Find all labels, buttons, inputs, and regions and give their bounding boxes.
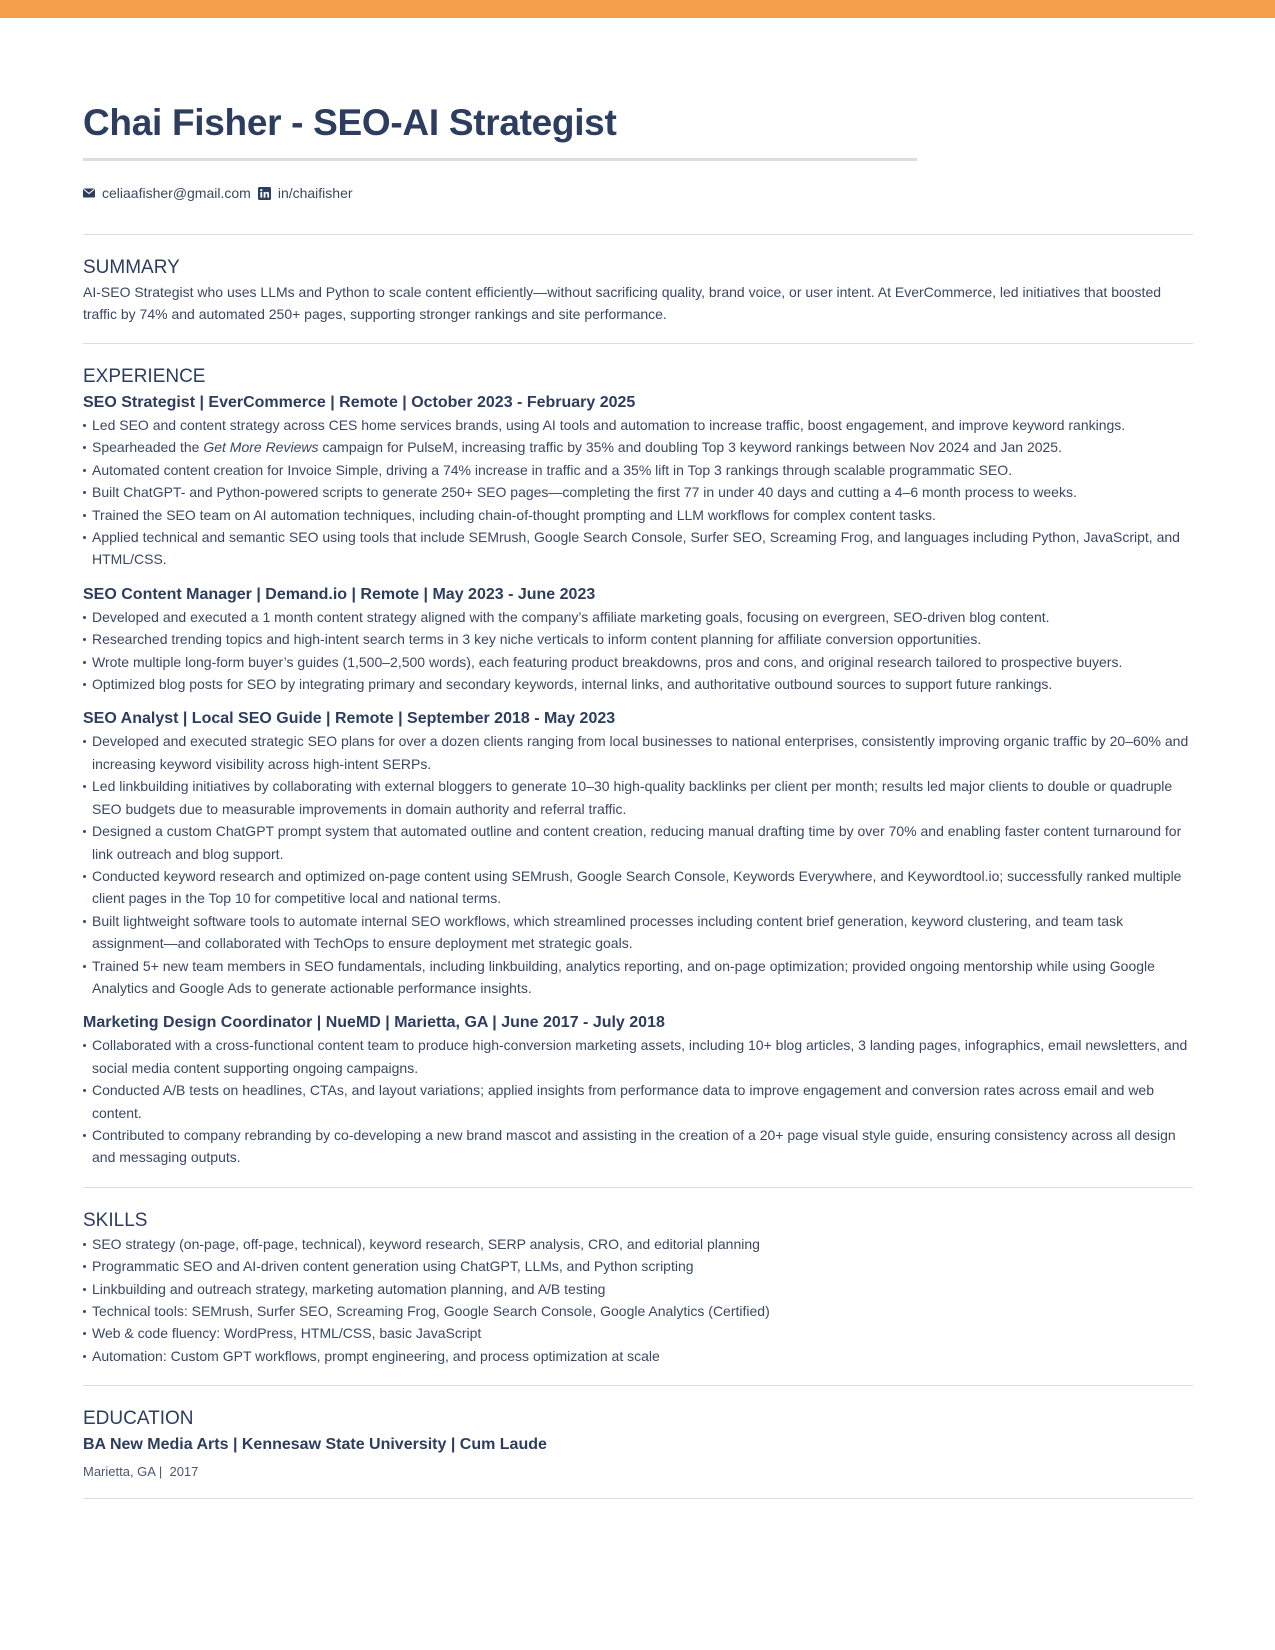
list-item: Collaborated with a cross-functional content team to produce high-conversion marketing assets, including 10+ blog articles, 3 landing pages, infographics, email newsletters, and social media content supporting ongoing campaigns. (83, 1034, 1193, 1079)
list-item: Automation: Custom GPT workflows, prompt engineering, and process optimization at scale (83, 1345, 1193, 1367)
experience-section (83, 365, 1193, 1169)
envelope-icon (83, 188, 95, 198)
list-item: Optimized blog posts for SEO by integrating primary and secondary keywords, internal links, and authoritative outbound sources to support future rankings. (83, 673, 1193, 695)
job-entry (83, 1012, 1193, 1168)
skills-section (83, 1209, 1193, 1367)
job-bullets (83, 606, 1193, 696)
top-accent-bar (0, 0, 1275, 18)
list-item: Developed and executed a 1 month content strategy aligned with the company’s affiliate marketing goals, focusing on evergreen, SEO-driven blog content. (83, 606, 1193, 628)
section-divider (83, 1498, 1193, 1499)
list-item: Programmatic SEO and AI-driven content generation using ChatGPT, LLMs, and Python scripting (83, 1255, 1193, 1277)
education-heading: EDUCATION (83, 1408, 194, 1430)
list-item: Built ChatGPT- and Python-powered scripts to generate 250+ SEO pages—completing the first 77 in under 40 days and cutting a 4–6 month process to weeks. (83, 481, 1193, 503)
page-title: Chai Fisher - SEO-AI Strategist (83, 102, 617, 143)
job-heading: SEO Strategist | EverCommerce | Remote | October 2023 - February 2025 (83, 394, 636, 411)
linkedin-contact[interactable] (258, 185, 353, 201)
list-item: Web & code fluency: WordPress, HTML/CSS, basic JavaScript (83, 1322, 1193, 1344)
list-item: Designed a custom ChatGPT prompt system that automated outline and content creation, reducing manual drafting time by over 70% and enabling faster content turnaround for link outreach and blog support. (83, 820, 1193, 865)
list-item: Linkbuilding and outreach strategy, marketing automation planning, and A/B testing (83, 1278, 1193, 1300)
job-heading: SEO Content Manager | Demand.io | Remote | May 2023 - June 2023 (83, 585, 596, 603)
list-item: Trained the SEO team on AI automation techniques, including chain-of-thought prompting and LLM workflows for complex content tasks. (83, 504, 1193, 526)
campaign-name: Get More Reviews (203, 439, 319, 456)
job-bullets (83, 730, 1193, 999)
list-item: Developed and executed strategic SEO plans for over a dozen clients ranging from local businesses to national enterprises, consistently improving organic traffic by 20–60% and increasing keyword visibility across high-intent SERPs. (83, 730, 1193, 775)
title-divider (83, 158, 917, 161)
skills-heading: SKILLS (83, 1209, 148, 1231)
linkedin-text: in/chaifisher (277, 185, 353, 201)
experience-heading: EXPERIENCE (83, 366, 206, 387)
resume-page (83, 96, 1193, 1499)
skills-list (83, 1233, 1193, 1367)
job-bullets (83, 1034, 1193, 1168)
linkedin-icon (258, 187, 271, 200)
job-entry (83, 584, 1193, 696)
list-item: Built lightweight software tools to automate internal SEO workflows, which streamlined processes including content brief generation, keyword clustering, and team task assignment—and collaborated with TechOps to ensure deployment met strategic goals. (83, 910, 1193, 955)
list-item: Applied technical and semantic SEO using tools that include SEMrush, Google Search Console, Surfer SEO, Screaming Frog, and languages including Python, JavaScript, and HTML/CSS. (83, 526, 1193, 571)
education-details: Marietta, GA | 2017 (83, 1464, 199, 1480)
list-item: Contributed to company rebranding by co-developing a new brand mascot and assisting in the creation of a 20+ page visual style guide, ensuring consistency across all design and messaging outputs. (83, 1124, 1193, 1169)
education-section (83, 1407, 1193, 1482)
job-entry (83, 708, 1193, 999)
job-heading: Marketing Design Coordinator | NueMD | Marietta, GA | June 2017 - July 2018 (83, 1014, 665, 1032)
email-text: celiaafisher@gmail.com (102, 185, 251, 201)
list-item: Trained 5+ new team members in SEO fundamentals, including linkbuilding, analytics reporting, and on-page optimization; provided ongoing mentorship while using Google Analytics and Google Ads to generate actionable performance insights. (83, 955, 1193, 1000)
email-contact[interactable] (83, 185, 251, 201)
job-entry (83, 392, 1193, 571)
list-item: Led SEO and content strategy across CES home services brands, using AI tools and automation to increase traffic, boost engagement, and improve keyword rankings. (83, 414, 1193, 436)
summary-text: AI-SEO Strategist who uses LLMs and Python to scale content efficiently—without sacrificing quality, brand voice, or user intent. At EverCommerce, led initiatives that boosted traffic by 74% and automated 250+ pages, supporting stronger rankings and site performance. (83, 284, 1162, 322)
list-item: Conducted A/B tests on headlines, CTAs, and layout variations; applied insights from performance data to improve engagement and conversion rates across email and web content. (83, 1079, 1193, 1124)
section-divider (83, 1385, 1193, 1386)
section-divider (83, 234, 1193, 235)
list-item: Technical tools: SEMrush, Surfer SEO, Screaming Frog, Google Search Console, Google Analytics (Certified) (83, 1300, 1193, 1322)
list-item: Conducted keyword research and optimized on-page content using SEMrush, Google Search Console, Keywords Everywhere, and Keywordtool.io; successfully ranked multiple client pages in the Top 10 for competitive local and national terms. (83, 865, 1193, 910)
list-item: SEO strategy (on-page, off-page, technical), keyword research, SERP analysis, CRO, and editorial planning (83, 1233, 1193, 1255)
job-heading: SEO Analyst | Local SEO Guide | Remote | September 2018 - May 2023 (83, 710, 616, 728)
list-item: Spearheaded the Get More Reviews campaign for PulseM, increasing traffic by 35% and doubling Top 3 keyword rankings between Nov 2024 and Jan 2025. (83, 436, 1193, 458)
summary-section (83, 256, 1193, 325)
section-divider (83, 1187, 1193, 1188)
list-item: Automated content creation for Invoice Simple, driving a 74% increase in traffic and a 35% lift in Top 3 rankings through scalable programmatic SEO. (83, 459, 1193, 481)
section-divider (83, 343, 1193, 344)
summary-heading: SUMMARY (83, 257, 180, 278)
degree-heading: BA New Media Arts | Kennesaw State University | Cum Laude (83, 1436, 547, 1454)
job-bullets (83, 414, 1193, 571)
list-item: Researched trending topics and high-intent search terms in 3 key niche verticals to inform content planning for affiliate conversion opportunities. (83, 628, 1193, 650)
list-item: Led linkbuilding initiatives by collaborating with external bloggers to generate 10–30 high-quality backlinks per client per month; results led major clients to double or quadruple SEO budgets due to measurable improvements in domain authority and referral traffic. (83, 775, 1193, 820)
contact-row (83, 183, 1193, 203)
list-item: Wrote multiple long-form buyer’s guides (1,500–2,500 words), each featuring product breakdowns, pros and cons, and original research tailored to prospective buyers. (83, 651, 1193, 673)
